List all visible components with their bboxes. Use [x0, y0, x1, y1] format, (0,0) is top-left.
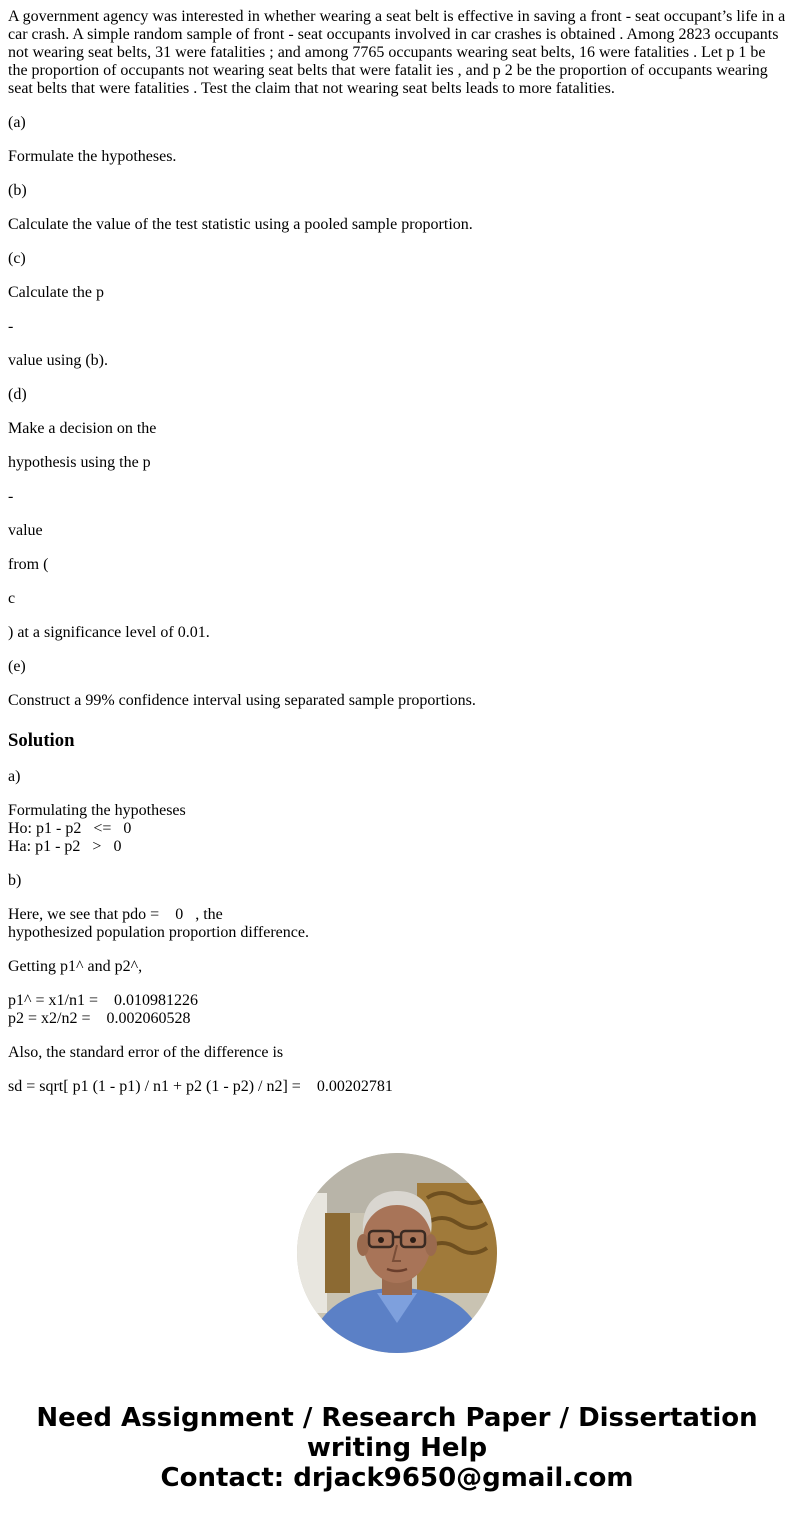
solution-heading: Solution [8, 730, 75, 751]
part-text: value using (b). [8, 352, 108, 369]
part-text: - [8, 488, 14, 505]
promo-banner [0, 1403, 794, 1493]
solution-body [8, 768, 786, 1096]
solution-line: Formulating the hypotheses [8, 802, 186, 819]
solution-block [8, 1078, 786, 1096]
part-text: hypothesis using the p [8, 454, 151, 471]
part-label-e: (e) [8, 658, 26, 675]
part-text: from ( [8, 556, 49, 573]
solution-block [8, 1044, 786, 1062]
solution-line: p1^ = x1/n1 = 0.010981226 [8, 992, 198, 1009]
part-label-d: (d) [8, 386, 27, 403]
part-text: - [8, 318, 14, 335]
solution-line: a) [8, 768, 21, 785]
part-text: Calculate the value of the test statistic using a pooled sample proportion. [8, 216, 473, 233]
document-body [8, 8, 786, 1112]
part-text: Formulate the hypotheses. [8, 148, 177, 165]
promo-contact: Contact: drjack9650@gmail.com [160, 1463, 634, 1493]
solution-block [8, 958, 786, 976]
part-text: ) at a significance level of 0.01. [8, 624, 210, 641]
part-text: c [8, 590, 16, 607]
part-label-c: (c) [8, 250, 26, 267]
promo-line-2: writing Help [306, 1433, 488, 1463]
solution-line: p2 = x2/n2 = 0.002060528 [8, 1010, 191, 1027]
solution-line: Getting p1^ and p2^, [8, 958, 143, 975]
solution-block [8, 768, 786, 786]
part-text: Make a decision on the [8, 420, 157, 437]
promo-line-1: Need Assignment / Research Paper / Dissertation [36, 1403, 758, 1433]
person-portrait-icon [297, 1153, 497, 1353]
solution-line: b) [8, 872, 22, 889]
part-text: Calculate the p [8, 284, 104, 301]
part-label-a: (a) [8, 114, 26, 131]
solution-line: Ho: p1 - p2 <= 0 [8, 820, 132, 837]
problem-statement: A government agency was interested in whether wearing a seat belt is effective in saving a front - seat occupant’s life in a car crash. A simple random sample of front - seat occupants involved in car crashes is obtained . Among 2823 occupants not wearing seat belts, 31 were fatalities ; and among 7765 occupants wearing seat belts, 16 were fatalities . Let p 1 be the proportion of occupants not wearing seat belts that were fatalit ies , and p 2 be the proportion of occupants wearing seat belts that were fatalities . Test the claim that not wearing seat belts leads to more fatalities. [8, 8, 786, 97]
part-text: Construct a 99% confidence interval using separated sample proportions. [8, 692, 476, 709]
solution-block [8, 802, 786, 856]
solution-block [8, 992, 786, 1028]
solution-block [8, 906, 786, 942]
solution-line: Ha: p1 - p2 > 0 [8, 838, 122, 855]
question-parts [8, 114, 786, 710]
solution-line: Here, we see that pdo = 0 , the [8, 906, 223, 923]
solution-line: sd = sqrt[ p1 (1 - p1) / n1 + p2 (1 - p2) / n2] = 0.00202781 [8, 1078, 393, 1095]
part-label-b: (b) [8, 182, 27, 199]
solution-line: Also, the standard error of the difference is [8, 1044, 284, 1061]
part-text: value [8, 522, 43, 539]
solution-line: hypothesized population proportion difference. [8, 924, 309, 941]
solution-block [8, 872, 786, 890]
